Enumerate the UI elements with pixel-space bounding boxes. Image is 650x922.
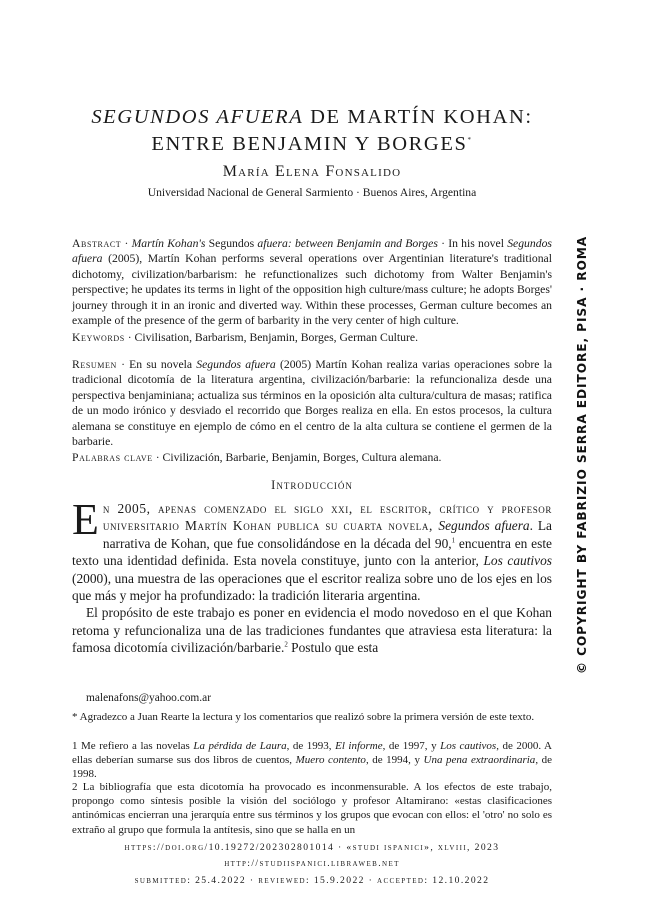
- copyright-sidebar: [570, 200, 594, 710]
- resumen-label: Resumen: [72, 358, 117, 371]
- footnote-star: * Agradezco a Juan Rearte la lectura y los comentarios que realizó sobre la primera versión de este texto.: [72, 711, 535, 723]
- body-text: [72, 495, 552, 657]
- abstract: Abstract · Martín Kohan's Segundos afuera: between Benjamin and Borges · In his novel Segundos afuera (2005), Martín Kohan performs several operations over Argentinian literature's traditional dichotomy, civilization/barbarism: he refunctionalizes such dichotomy from Walter Benjamin's perspective; he updates its terms in light of the opposition high culture/mass culture; he adopts Borges' journey through it in an ironic and diverted way. Within these processes, German culture becomes an example of the presence of the germ of barbarity in the very center of high culture.: [72, 237, 553, 328]
- doi-link[interactable]: https://doi.org/10.19272/202302801014 · «studi ispanici», xlviii, 2023: [124, 842, 500, 853]
- paragraph: En 2005, apenas comenzado el siglo xxi, el escritor, crítico y profesor universitario Martín Kohan publica su cuarta novela, Segundos afuera. La narrativa de Kohan, que fue consolidándose en la década del 90,$^1$ encuentra en este texto una identidad definida. Esta novela constituye, junto con la anterior, Los cautivos (2000), una muestra de las operaciones que el escritor realiza sobre uno de los ejes en los que más y mejor ha profundizado: la tradición literaria argentina.: [72, 495, 552, 604]
- submission-dates: submitted: 25.4.2022 · reviewed: 15.9.2022 · accepted: 12.10.2022: [134, 875, 490, 886]
- journal-url[interactable]: http://studiispanici.libraweb.net: [224, 858, 400, 869]
- drop-cap: E: [72, 495, 99, 544]
- author-email: malenafons@yahoo.com.ar: [86, 692, 211, 704]
- title-line1-rest: DE MARTÍN KOHAN:: [303, 106, 533, 128]
- resumen: Resumen · En su novela Segundos afuera (2005) Martín Kohan realiza varias operaciones sobre la tradicional dicotomía de la literatura argentina, civilización/barbarie: la refuncionaliza desde una perspectiva benjaminiana; actualiza sus términos en la oposición alta cultura/cultura de masas; ratifica de un modo irónico y desviado el recorrido que Borges realiza en ella. En estos procesos, la cultura alemana se constituye en ejemplo de cómo en el centro de la alta cultura se contiene el germen de la barbarie.: [72, 358, 553, 449]
- paragraph: El propósito de este trabajo es poner en evidencia el modo novedoso en el que Kohan retoma y refuncionaliza una de las tradiciones fundantes que atraviesa esta literatura: la famosa dicotomía civilización/barbarie.$^2$ Postulo que esta: [72, 605, 552, 656]
- author-affiliation: Universidad Nacional de General Sarmiento · Buenos Aires, Argentina: [147, 186, 477, 199]
- title-line2: ENTRE BENJAMIN Y BORGES: [151, 133, 468, 155]
- author-name: María Elena Fonsalido: [222, 163, 402, 180]
- palabras-clave: Palabras clave · Civilización, Barbarie, Benjamin, Borges, Cultura alemana.: [72, 451, 442, 464]
- title-footnote-mark: *: [467, 136, 473, 145]
- footnote-1: 1 Me refiero a las novelas La pérdida de Laura, de 1993, El informe, de 1997, y Los cautivos, de 2000. A ellas deberían sumarse sus dos libros de cuentos, Muero contento, de 1994, y Una pena extraordinaria, de 1998.: [72, 740, 552, 781]
- palabras-label: Palabras clave: [72, 451, 153, 464]
- footnote-ref: 2: [284, 640, 288, 649]
- title-novel-name: SEGUNDOS AFUERA: [91, 106, 304, 128]
- footnote-ref: 1: [451, 536, 456, 545]
- article-title: [72, 104, 552, 158]
- keywords: Keywords · Civilisation, Barbarism, Benjamin, Borges, German Culture.: [72, 331, 419, 344]
- copyright-notice: © COPYRIGHT BY FABRIZIO SERRA EDITORE, PISA · ROMA: [575, 235, 589, 675]
- section-heading: Introducción: [271, 478, 353, 492]
- footnote-2: 2 La bibliografía que esta dicotomía ha provocado es inconmensurable. A los efectos de este trabajo, propongo como síntesis posible la visión del sociólogo y profesor Altamirano: «estas clasificaciones antinómicas encierran una jerarquía entre sus términos y los grupos que evocan con ellos: el 'otro' no solo es extraño al grupo que formula la antítesis, sino que se halla en un: [72, 781, 552, 836]
- keywords-label: Keywords: [72, 331, 125, 344]
- abstract-label: Abstract: [72, 237, 122, 250]
